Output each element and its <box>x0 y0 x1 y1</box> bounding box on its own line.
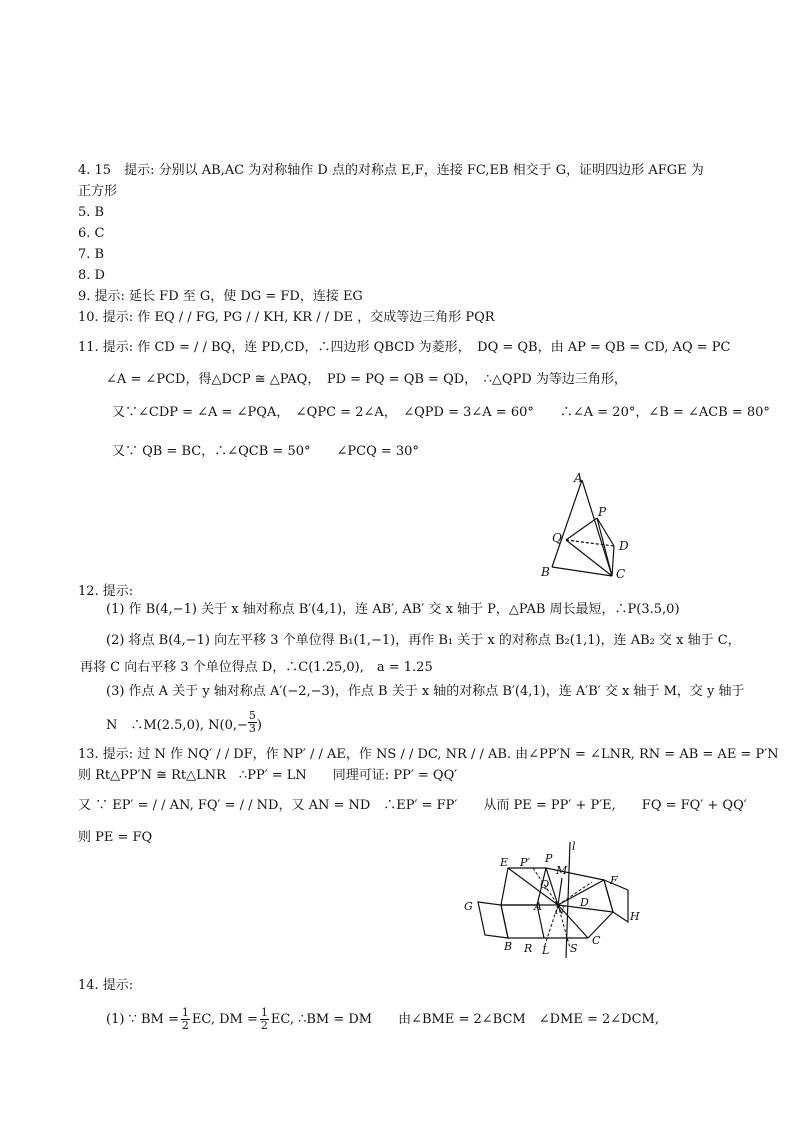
label-R: R <box>524 942 533 955</box>
label-F: F <box>610 874 618 887</box>
label-P1: P′ <box>520 856 530 869</box>
label-D: D <box>619 539 629 553</box>
p14-post: EC, ∴BM = DM 由∠BME = 2∠BCM ∠DME = 2∠DCM, <box>270 1012 659 1027</box>
answer-11-line2: ∠A = ∠PCD，得△DCP ≅ △PAQ， PD = PQ = QB = QD， ∴△QPD 为等边三角形， <box>106 372 627 387</box>
label-D: D <box>580 896 589 909</box>
label-H: H <box>630 910 640 923</box>
answer-8: 8. D <box>78 268 105 283</box>
answer-12-title: 12. 提示: <box>78 584 134 599</box>
label-A: A <box>574 471 583 485</box>
answer-11-line4: 又∵ QB = BC，∴∠QCB = 50° ∠PCQ = 30° <box>112 444 419 459</box>
answer-13-line1: 13. 提示: 过 N 作 NQ′ / / DF，作 NP′ / / AE，作 NS / / DC, NR / / AB. 由∠PP′N = ∠LNR, RN = AB = AE = P′N <box>78 747 779 762</box>
label-B: B <box>504 940 513 953</box>
label-P: P <box>598 505 607 519</box>
answer-12-part2: (2) 将点 B(4,−1) 向左平移 3 个单位得 B₁(1,−1)，再作 B₁ 关于 x 的对称点 B₂(1,1)，连 AB₂ 交 x 轴于 C， <box>106 633 741 648</box>
figure-11-triangle <box>530 470 650 582</box>
frac-den: 2 <box>181 1019 189 1032</box>
p14-mid: EC, DM = <box>191 1012 258 1027</box>
label-N: N <box>555 904 565 917</box>
answer-9: 9. 提示: 延长 FD 至 G，使 DG = FD，连接 EG <box>78 289 363 304</box>
p14-pre: (1) ∵ BM = <box>106 1012 179 1027</box>
frac-num: 1 <box>260 1006 268 1019</box>
answer-12-part1: (1) 作 B(4,−1) 关于 x 轴对称点 B′(4,1)，连 AB′, AB′ 交 x 轴于 P，△PAB 周长最短，∴P(3.5,0) <box>106 602 680 617</box>
label-Q: Q <box>540 878 550 891</box>
answer-13-line3: 又 ∵ EP′ = / / AN, FQ′ = / / ND，又 AN = ND ∴EP′ = FP′ 从而 PE = PP′ + P′E, FQ = FQ′ + QQ′ <box>78 798 747 813</box>
frac-den: 3 <box>248 722 256 735</box>
label-C: C <box>616 567 626 581</box>
answer-13-line2: 则 Rt△PP′N ≅ Rt△LNR ∴PP′ = LN 同理可证: PP′ = QQ′ <box>78 768 458 783</box>
answer-14-part1 <box>106 1007 659 1032</box>
answer-11-line3: 又∵∠CDP = ∠A = ∠PQA， ∠QPC = 2∠A， ∠QPD = 3∠A = 60° ∴∠A = 20°，∠B = ∠ACB = 80° <box>112 405 770 420</box>
fraction-half-1 <box>181 1007 190 1032</box>
fraction-five-thirds <box>248 710 257 735</box>
answer-11-line1: 11. 提示: 作 CD = / / BQ，连 PD,CD，∴四边形 QBCD 为菱形， DQ = QB，由 AP = QB = CD, AQ = PC <box>78 340 731 355</box>
answer-12-part3: (3) 作点 A 关于 y 轴对称点 A′(−2,−3)，作点 B 关于 x 轴的对称点 B′(4,1)，连 A′B′ 交 x 轴于 M，交 y 轴于 <box>106 684 745 699</box>
frac-num: 5 <box>248 709 256 722</box>
answer-5: 5. B <box>78 205 105 220</box>
label-S: S <box>570 942 578 955</box>
frac-den: 2 <box>260 1019 268 1032</box>
fraction-half-2 <box>260 1007 269 1032</box>
part3-close: ) <box>256 718 262 733</box>
label-P: P <box>545 852 553 865</box>
answer-6: 6. C <box>78 226 105 241</box>
label-Q: Q <box>552 531 562 545</box>
part3-text: N ∴M(2.5,0), N(0,− <box>106 718 248 733</box>
answer-4-line2: 正方形 <box>78 184 118 199</box>
figure-13-diagram <box>458 840 658 960</box>
answer-4-line1: 4. 15 提示: 分别以 AB,AC 为对称轴作 D 点的对称点 E,F，连接 FC,EB 相交于 G，证明四边形 AFGE 为 <box>78 163 704 178</box>
label-B: B <box>541 565 550 579</box>
answer-10: 10. 提示: 作 EQ / / FG, PG / / KH, KR / / DE ，交成等边三角形 PQR <box>78 310 495 325</box>
answer-14-title: 14. 提示: <box>78 978 134 993</box>
label-L: L <box>542 944 550 957</box>
label-C: C <box>592 934 601 947</box>
label-A: A <box>534 900 542 913</box>
label-l: l <box>572 840 576 853</box>
label-E: E <box>500 856 509 869</box>
answer-13-line4: 则 PE = FQ <box>78 830 153 845</box>
label-G: G <box>464 900 473 913</box>
label-M: M <box>556 864 568 877</box>
frac-num: 1 <box>181 1006 189 1019</box>
answer-7: 7. B <box>78 247 105 262</box>
answer-12-part3-cont <box>106 709 262 735</box>
answer-12-part2-cont: 再将 C 向右平移 3 个单位得点 D，∴C(1.25,0), a = 1.25 <box>80 660 433 675</box>
